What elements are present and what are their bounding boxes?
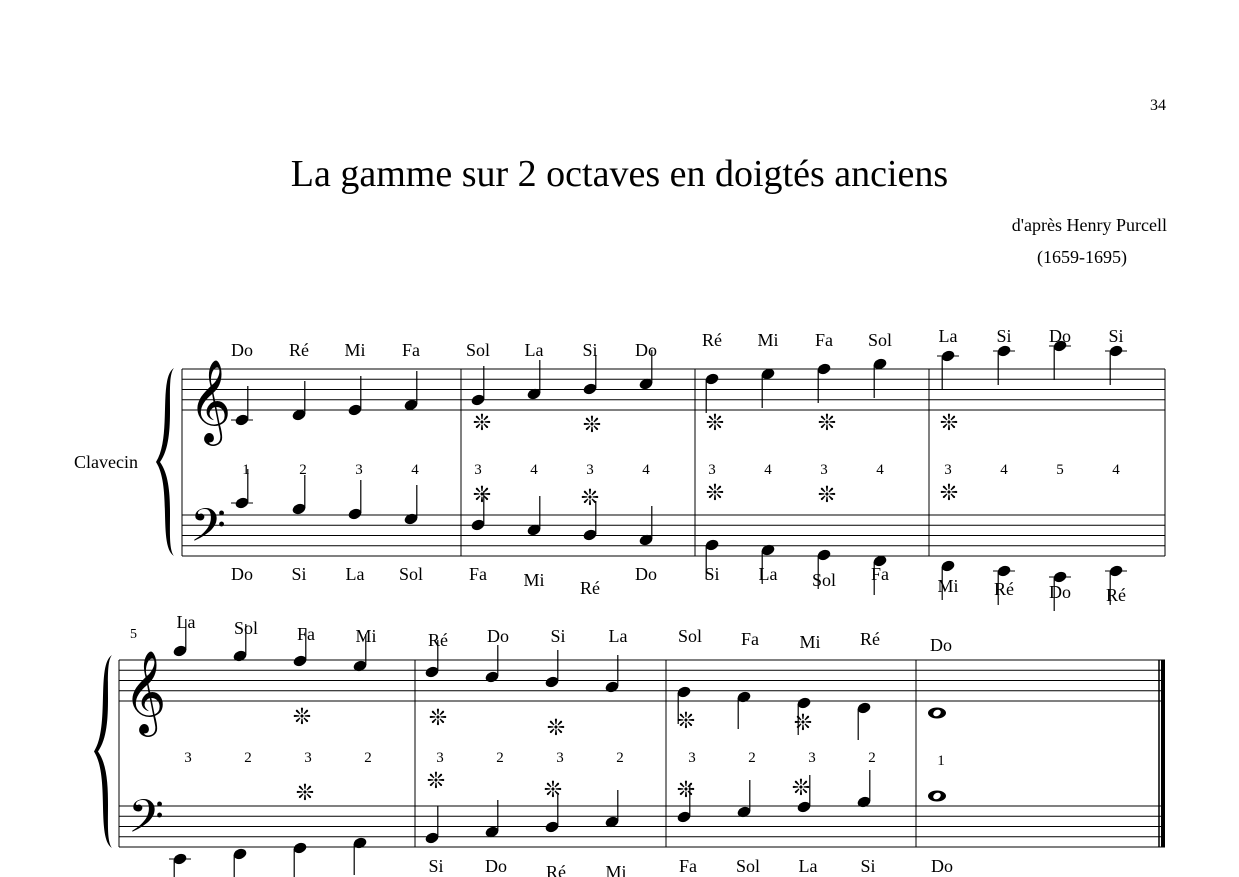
ornament-icon: ❊ <box>817 483 837 508</box>
bass-syllable: Si <box>428 856 444 876</box>
fingering: 1 <box>937 753 945 769</box>
note <box>291 475 307 516</box>
bass-syllable: Fa <box>469 564 487 584</box>
fingering: 3 <box>808 750 816 766</box>
bass-syllable: Si <box>704 564 720 584</box>
ornament-icon: ❊ <box>472 411 492 436</box>
bass-syllable: Si <box>860 856 876 876</box>
note <box>169 852 191 877</box>
bass-syllable: La <box>798 856 818 876</box>
note <box>347 376 363 417</box>
note <box>403 485 419 526</box>
note <box>231 386 253 427</box>
treble-syllable: Do <box>231 340 253 360</box>
ornament-icon: ❊ <box>939 411 959 436</box>
fingering: 4 <box>764 462 772 478</box>
treble-syllable: Do <box>487 626 509 646</box>
treble-syllable: Fa <box>402 340 420 360</box>
bass-clef-icon: 𝄢 <box>127 792 165 854</box>
measure-number: 5 <box>130 627 137 642</box>
bass-syllable: Do <box>931 856 953 876</box>
note <box>736 690 752 729</box>
fingering: 2 <box>868 750 876 766</box>
treble-syllable: La <box>938 326 958 346</box>
ornament-icon: ❊ <box>292 705 312 730</box>
bass-syllable: Ré <box>580 578 600 598</box>
treble-syllable: Do <box>1049 326 1071 346</box>
treble-clef-icon: 𝄞 <box>188 361 232 441</box>
note <box>470 366 486 407</box>
fingering: 4 <box>876 462 884 478</box>
ornament-icon: ❊ <box>428 706 448 731</box>
treble-staff <box>119 660 1165 701</box>
fingering: 2 <box>748 750 756 766</box>
note <box>526 360 542 401</box>
note <box>347 480 363 521</box>
treble-clef-icon: 𝄞 <box>123 652 167 732</box>
page-title: La gamme sur 2 octaves en doigtés anciens <box>290 153 949 195</box>
note <box>937 349 959 390</box>
bass-syllable: Ré <box>1106 585 1126 605</box>
treble-syllable: Fa <box>741 629 759 649</box>
note <box>638 506 654 547</box>
treble-syllable: Do <box>635 340 657 360</box>
bass-syllable: Do <box>231 564 253 584</box>
fingering: 4 <box>1112 462 1120 478</box>
bass-syllable: Mi <box>523 570 545 590</box>
fingering: 3 <box>820 462 828 478</box>
note <box>856 701 872 740</box>
treble-syllable: La <box>176 612 196 632</box>
ornament-icon: ❊ <box>939 481 959 506</box>
fingering: 3 <box>355 462 363 478</box>
note <box>736 780 752 819</box>
note <box>232 847 248 877</box>
note <box>856 770 872 809</box>
bass-syllable: Do <box>1049 582 1071 602</box>
bass-staff <box>119 806 1165 847</box>
bass-syllable: Ré <box>546 862 566 877</box>
treble-syllable: Si <box>550 626 566 646</box>
fingering: 1 <box>242 462 250 478</box>
fingering: 3 <box>586 462 594 478</box>
fingering: 3 <box>436 750 444 766</box>
treble-syllable: La <box>608 626 628 646</box>
fingering: 3 <box>688 750 696 766</box>
ornament-icon: ❊ <box>546 716 566 741</box>
treble-syllable: Mi <box>344 340 366 360</box>
note <box>352 836 368 875</box>
fingering: 4 <box>530 462 538 478</box>
fingering: 2 <box>299 462 307 478</box>
treble-syllable: Sol <box>677 626 703 646</box>
treble-syllable: Mi <box>757 330 779 350</box>
note <box>704 372 720 413</box>
ornament-icon: ❊ <box>582 413 602 438</box>
ornament-icon: ❊ <box>580 486 600 511</box>
note <box>544 650 560 689</box>
bass-staff <box>182 515 1165 556</box>
fingering: 2 <box>496 750 504 766</box>
treble-syllable: Sol <box>233 618 259 638</box>
composer-dates: (1659-1695) <box>1037 247 1127 267</box>
fingering: 3 <box>474 462 482 478</box>
ornament-icon: ❊ <box>793 711 813 736</box>
bass-syllable: Fa <box>871 564 889 584</box>
note <box>526 496 542 537</box>
ornament-icon: ❊ <box>817 411 837 436</box>
treble-staff <box>182 369 1165 410</box>
fingering: 2 <box>244 750 252 766</box>
bass-syllable: Mi <box>937 576 959 596</box>
fingering: 2 <box>616 750 624 766</box>
fingering: 3 <box>944 462 952 478</box>
treble-syllable: Mi <box>799 632 821 652</box>
bass-syllable: Do <box>635 564 657 584</box>
fingering: 4 <box>411 462 419 478</box>
note <box>816 362 832 403</box>
treble-syllable: Fa <box>297 624 315 644</box>
ornament-icon: ❊ <box>295 781 315 806</box>
ornament-icon: ❊ <box>543 778 563 803</box>
treble-syllable: La <box>524 340 544 360</box>
bass-syllable: La <box>345 564 365 584</box>
treble-syllable: Ré <box>860 629 880 649</box>
note <box>403 371 419 412</box>
fingering: 3 <box>708 462 716 478</box>
fingering: 3 <box>184 750 192 766</box>
treble-syllable: Si <box>996 326 1012 346</box>
bass-syllable: Do <box>485 856 507 876</box>
bass-clef-icon: 𝄢 <box>189 501 227 563</box>
ornament-icon: ❊ <box>705 411 725 436</box>
ornament-icon: ❊ <box>676 778 696 803</box>
page-number: 34 <box>1150 97 1166 114</box>
bass-syllable: Sol <box>735 856 761 876</box>
note <box>582 355 598 396</box>
note <box>291 381 307 422</box>
bass-syllable: La <box>758 564 778 584</box>
treble-syllable: Ré <box>428 630 448 650</box>
ornament-icon: ❊ <box>791 776 811 801</box>
note <box>604 655 620 694</box>
bass-syllable: Sol <box>811 570 837 590</box>
treble-syllable: Fa <box>815 330 833 350</box>
bass-syllable: Si <box>291 564 307 584</box>
bass-syllable: Mi <box>605 862 627 877</box>
brace <box>156 368 174 556</box>
fingering: 5 <box>1056 462 1064 478</box>
treble-syllable: Si <box>1108 326 1124 346</box>
ornament-icon: ❊ <box>472 483 492 508</box>
treble-syllable: Sol <box>465 340 491 360</box>
whole-note <box>928 708 946 719</box>
note <box>760 367 776 408</box>
ornament-icon: ❊ <box>426 769 446 794</box>
fingering: 4 <box>642 462 650 478</box>
composer-credit: d'après Henry Purcell <box>1011 215 1167 235</box>
bass-syllable: Fa <box>679 856 697 876</box>
note <box>872 357 888 398</box>
note <box>604 790 620 829</box>
ornament-icon: ❊ <box>676 709 696 734</box>
instrument-label: Clavecin <box>74 452 138 472</box>
ornament-icon: ❊ <box>705 481 725 506</box>
note <box>292 841 308 877</box>
bass-syllable: Sol <box>398 564 424 584</box>
note <box>484 645 500 684</box>
treble-syllable: Do <box>930 635 952 655</box>
treble-syllable: Si <box>582 340 598 360</box>
brace <box>94 655 112 848</box>
fingering: 4 <box>1000 462 1008 478</box>
treble-syllable: Sol <box>867 330 893 350</box>
note <box>424 806 440 845</box>
bass-syllable: Ré <box>994 579 1014 599</box>
fingering: 3 <box>556 750 564 766</box>
fingering: 2 <box>364 750 372 766</box>
treble-syllable: Ré <box>289 340 309 360</box>
treble-syllable: Mi <box>355 626 377 646</box>
whole-note <box>928 791 946 802</box>
treble-syllable: Ré <box>702 330 722 350</box>
fingering: 3 <box>304 750 312 766</box>
